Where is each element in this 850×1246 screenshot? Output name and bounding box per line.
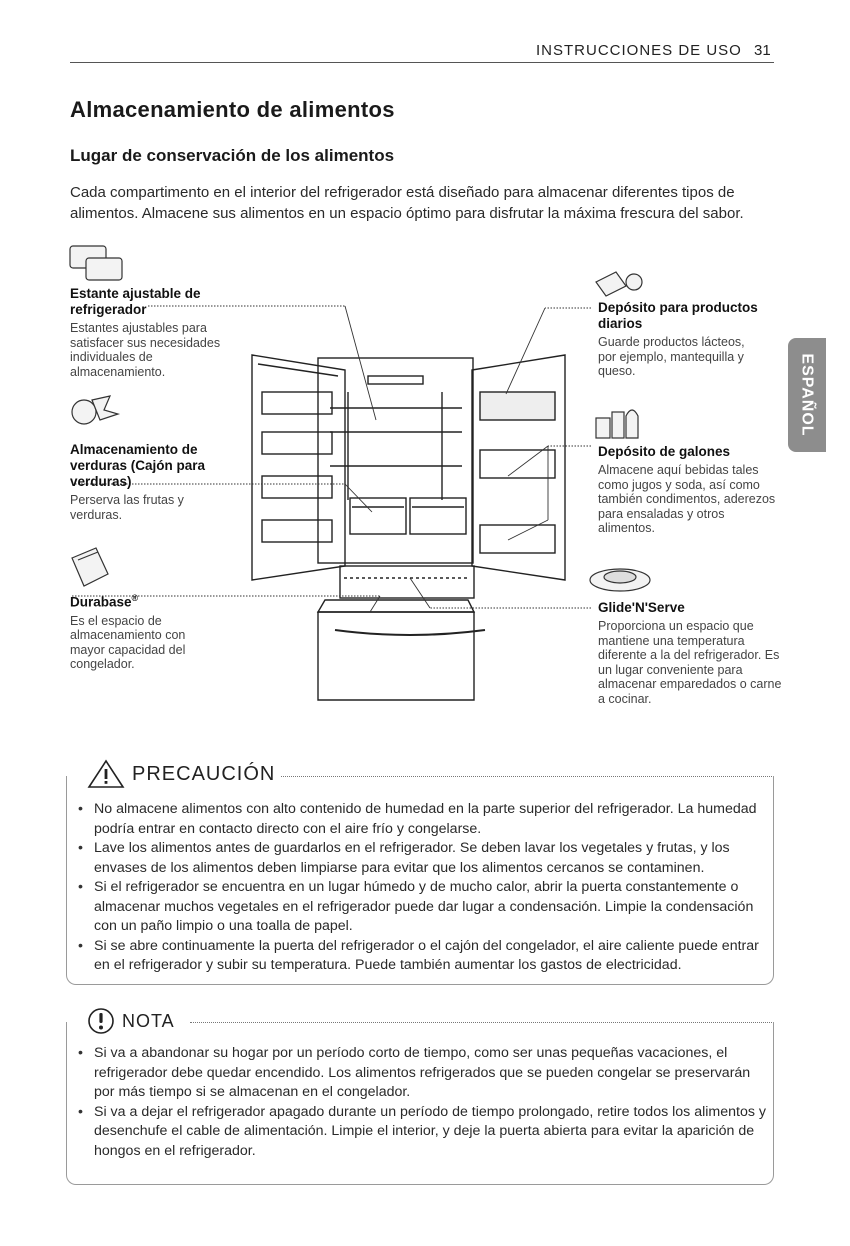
callout-glide-body: Proporciona un espacio que mantiene una temperatura diferente a la del refrigerador. Es un lugar conveniente para almacenar emparedados o carne a cocinar. bbox=[598, 619, 782, 706]
right-door bbox=[472, 355, 565, 580]
bottles-icon bbox=[596, 410, 638, 438]
callout-gallon-title: Depósito de galones bbox=[598, 444, 731, 459]
callout-glide-title: Glide'N'Serve bbox=[598, 600, 685, 615]
caution-top-rule bbox=[264, 776, 772, 777]
food-containers-icon bbox=[70, 246, 122, 280]
callout-crisper-title: Almacenamiento de verduras (Cajón para verduras) bbox=[70, 442, 206, 489]
callout-gallon-body: Almacene aquí bebidas tales como jugos y soda, así como también condimentos, aderezos para ensaladas y otros alimentos. bbox=[598, 463, 776, 535]
dairy-icon bbox=[596, 272, 642, 296]
callout-durabase-title-text: Durabase bbox=[70, 594, 132, 610]
vegetables-icon bbox=[72, 396, 118, 424]
section-subtitle: Lugar de conservación de los alimentos bbox=[70, 146, 395, 165]
caution-item: • Lave los alimentos antes de guardarlos en el refrigerador. Se deben lavar los vegetales y frutas, y los envases de los alimentos deben limpiarse para evitar que los alimentos cercanos se contaminen. bbox=[78, 839, 766, 878]
callout-glide bbox=[598, 600, 784, 706]
left-door bbox=[252, 355, 345, 580]
note-list bbox=[78, 1044, 766, 1161]
callout-shelf-title: Estante ajustable de refrigerador bbox=[70, 286, 201, 317]
caution-item: • No almacene alimentos con alto contenido de humedad en la parte superior del refrigerador. La humedad podría entrar en contacto directo con el aire frío y congelarse. bbox=[78, 800, 766, 839]
callout-shelf bbox=[70, 286, 230, 379]
note-item: • Si va a dejar el refrigerador apagado durante un período de tiempo prolongado, retire todos los alimentos y desenchufe el cable de alimentación. Limpie el interior, y deje la puerta abierta para evitar la aparición de hongos en el refrigerador. bbox=[78, 1103, 766, 1162]
glide-drawer bbox=[340, 566, 474, 598]
caution-title: PRECAUCIÓN bbox=[126, 763, 281, 786]
callout-durabase-body: Es el espacio de almacenamiento con mayor capacidad del congelador. bbox=[70, 613, 186, 671]
page-number: 31 bbox=[754, 42, 771, 59]
caution-item: • Si el refrigerador se encuentra en un lugar húmedo y de mucho calor, abrir la puerta constantemente o almacenar muchos vegetales en el refrigerador puede dar lugar a condensación. Limpie la condensación con un paño limpio o una toalla de papel. bbox=[78, 878, 766, 937]
caution-item: • Si se abre continuamente la puerta del refrigerador o el cajón del congelador, el aire caliente puede entrar en el refrigerador y subir su temperatura. Puede también aumentar los gastos de electricidad. bbox=[78, 937, 766, 976]
note-header bbox=[86, 1006, 181, 1036]
serving-tray-icon bbox=[590, 569, 650, 591]
callout-durabase-title bbox=[70, 590, 220, 611]
callout-gallon bbox=[598, 444, 780, 536]
header-rule bbox=[70, 62, 774, 63]
freezer-drawer bbox=[318, 612, 474, 700]
crisper-left bbox=[350, 498, 406, 534]
callout-dairy bbox=[598, 300, 763, 379]
callout-crisper bbox=[70, 442, 220, 522]
callout-dairy-body: Guarde productos lácteos, por ejemplo, mantequilla y queso. bbox=[598, 335, 745, 378]
callout-dairy-title: Depósito para productos diarios bbox=[598, 300, 758, 331]
note-top-rule bbox=[190, 1022, 772, 1023]
callout-shelf-body: Estantes ajustables para satisfacer sus necesidades individuales de almacenamiento. bbox=[70, 321, 221, 379]
running-header: INSTRUCCIONES DE USO bbox=[536, 42, 742, 59]
crisper-right bbox=[410, 498, 466, 534]
language-tab-label: ESPAÑOL bbox=[799, 353, 816, 437]
caution-header bbox=[86, 758, 281, 790]
storage-bin-icon bbox=[72, 548, 108, 586]
page-title: Almacenamiento de alimentos bbox=[70, 97, 395, 122]
note-exclamation-icon bbox=[86, 1006, 116, 1036]
warning-icon bbox=[86, 758, 126, 790]
callout-crisper-body: Perserva las frutas y verduras. bbox=[70, 493, 184, 522]
note-title: NOTA bbox=[116, 1011, 181, 1032]
intro-paragraph: Cada compartimento en el interior del refrigerador está diseñado para almacenar diferentes tipos de alimentos. Almacene sus alimentos en un espacio óptimo para disfrutar la máxima frescura del sabor. bbox=[70, 184, 744, 222]
registered-mark: ® bbox=[131, 593, 139, 603]
callout-durabase bbox=[70, 590, 220, 672]
caution-list bbox=[78, 800, 766, 976]
note-item: • Si va a abandonar su hogar por un período corto de tiempo, como ser unas pequeñas vacaciones, el refrigerador debe quedar encendido. Los alimentos refrigerados que se pueden congelar se preservarán por más tiempo si se almacenan en el congelador. bbox=[78, 1044, 766, 1103]
fridge-cabinet bbox=[318, 358, 473, 563]
